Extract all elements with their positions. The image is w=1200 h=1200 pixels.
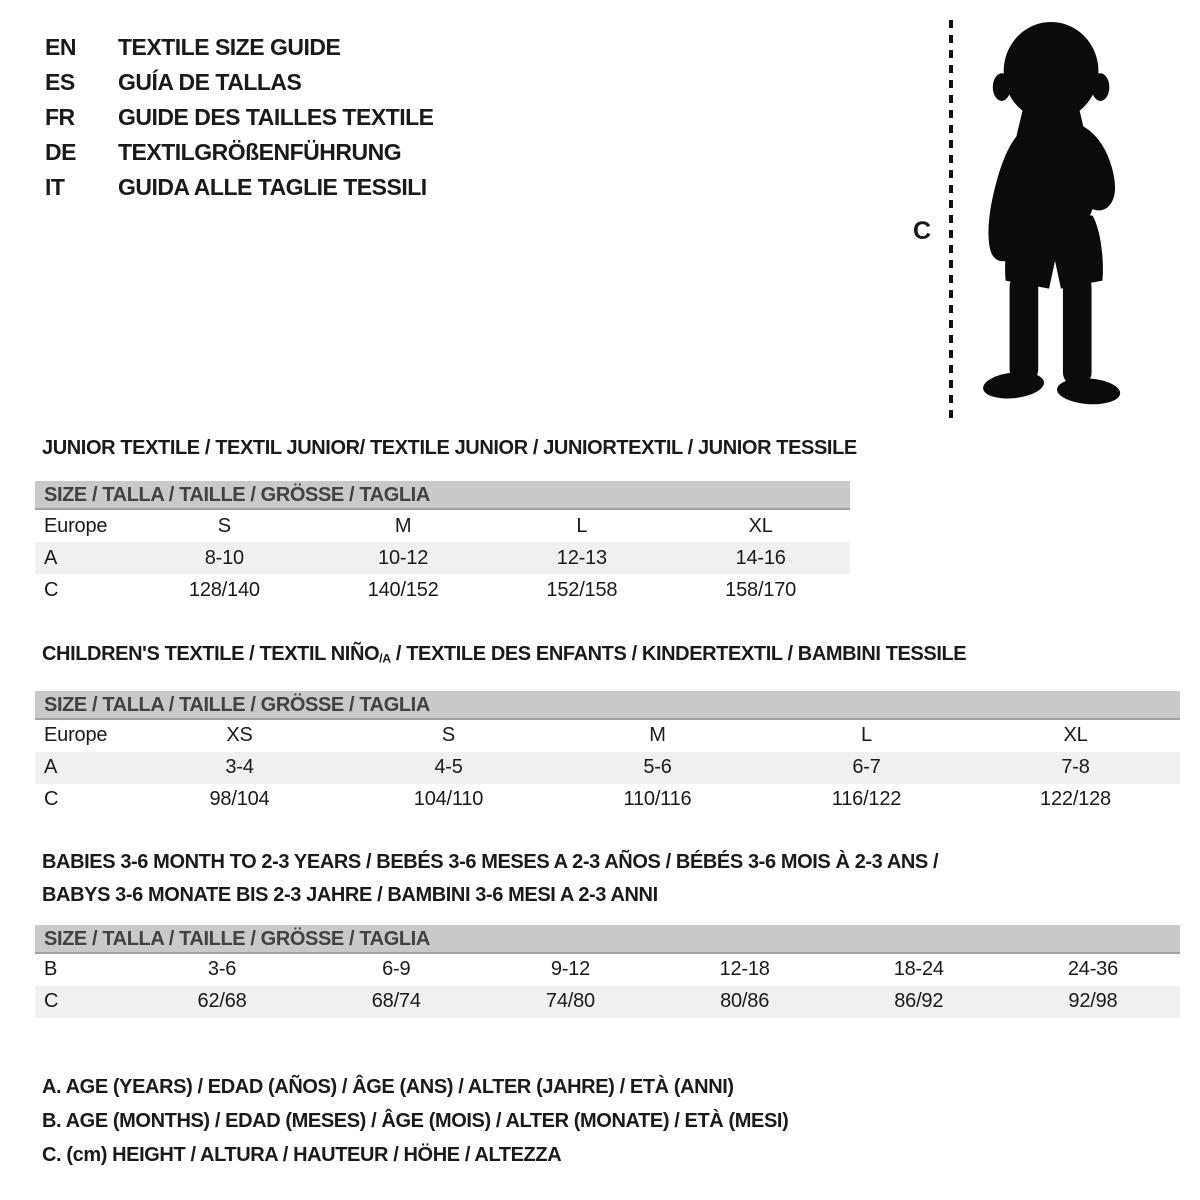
table-cell: 110/116	[623, 788, 692, 811]
table-row-c	[35, 986, 1180, 1018]
title-line: BABYS 3-6 MONATE BIS 2-3 JAHRE / BAMBINI 3-6 MESI A 2-3 ANNI	[42, 883, 658, 906]
row-label: Europe	[44, 724, 108, 747]
table-cell: 128/140	[188, 578, 260, 601]
lang-code: FR	[45, 104, 75, 130]
dashed-height-line	[949, 20, 953, 418]
table-cell: 140/152	[367, 578, 439, 601]
language-title-list	[45, 30, 434, 205]
size-bar-header: SIZE / TALLA / TAILLE / GRÖSSE / TAGLIA	[35, 925, 1180, 954]
table-cell: 92/98	[1068, 990, 1118, 1013]
junior-size-table	[35, 481, 850, 606]
lang-code: IT	[45, 174, 65, 200]
section-title-children	[42, 642, 1200, 671]
lang-row-es	[45, 65, 434, 100]
lang-title: GUÍA DE TALLAS	[118, 69, 302, 95]
column-header: M	[394, 514, 412, 537]
legend-line-a: A. AGE (YEARS) / EDAD (AÑOS) / ÂGE (ANS) / ALTER (JAHRE) / ETÀ (ANNI)	[42, 1075, 734, 1098]
lang-code: ES	[45, 69, 75, 95]
table-cell: 7-8	[1061, 756, 1090, 779]
table-cell: 122/128	[1040, 788, 1111, 811]
table-cell: 8-10	[204, 546, 244, 569]
table-cell: 116/122	[831, 788, 902, 811]
row-label: C	[44, 578, 59, 601]
table-cell: 6-7	[852, 756, 881, 779]
column-header: XL	[748, 514, 773, 537]
table-cell: 3-6	[207, 958, 237, 981]
table-cell: 74/80	[545, 990, 595, 1013]
table-row-a	[35, 542, 850, 574]
column-header: M	[649, 724, 666, 747]
table-cell: 12-13	[556, 546, 607, 569]
title-text: / TEXTILE DES ENFANTS / KINDERTEXTIL / BAMBINI TESSILE	[390, 643, 967, 665]
section-junior	[0, 436, 1200, 606]
table-cell: 14-16	[735, 546, 786, 569]
table-cell: 152/158	[546, 578, 618, 601]
lang-row-fr	[45, 100, 434, 135]
table-cell: 80/86	[720, 990, 770, 1013]
title-line: BABIES 3-6 MONTH TO 2-3 YEARS / BEBÉS 3-6 MESES A 2-3 AÑOS / BÉBÉS 3-6 MOIS À 2-3 ANS /	[42, 850, 939, 873]
table-row-a	[35, 752, 1180, 784]
table-cell: 104/110	[413, 788, 484, 811]
table-row-c	[35, 784, 1180, 816]
section-title-junior: JUNIOR TEXTILE / TEXTIL JUNIOR/ TEXTILE JUNIOR / JUNIORTEXTIL / JUNIOR TESSILE	[42, 437, 857, 459]
row-label: C	[44, 990, 59, 1013]
legend-line-b: B. AGE (MONTHS) / EDAD (MESES) / ÂGE (MOIS) / ALTER (MONATE) / ETÀ (MESI)	[42, 1109, 789, 1132]
section-babies	[0, 846, 1200, 1018]
table-cell: 98/104	[209, 788, 270, 811]
lang-title: GUIDA ALLE TAGLIE TESSILI	[118, 174, 427, 200]
table-cell: 10-12	[378, 546, 429, 569]
table-cell: 5-6	[643, 756, 672, 779]
legend-line-c: C. (cm) HEIGHT / ALTURA / HAUTEUR / HÖHE / ALTEZZA	[42, 1143, 562, 1166]
title-subscript: /A	[379, 651, 391, 666]
toddler-silhouette	[963, 18, 1149, 413]
lang-row-it	[45, 170, 434, 205]
row-label: Europe	[44, 514, 108, 537]
height-measure-figure	[905, 15, 1175, 425]
size-bar-header: SIZE / TALLA / TAILLE / GRÖSSE / TAGLIA	[35, 481, 850, 510]
column-header: S	[441, 724, 456, 747]
table-cell: 158/170	[725, 578, 797, 601]
section-children	[0, 642, 1200, 816]
size-guide-content	[0, 430, 1200, 1172]
table-cell: 18-24	[893, 958, 944, 981]
babies-size-table	[35, 925, 1180, 1018]
height-measure-label: C	[913, 217, 932, 245]
title-text: CHILDREN'S TEXTILE / TEXTIL NIÑO	[42, 643, 380, 665]
table-cell: 3-4	[225, 756, 254, 779]
size-bar-header: SIZE / TALLA / TAILLE / GRÖSSE / TAGLIA	[35, 691, 1180, 720]
table-cell: 24-36	[1067, 958, 1119, 981]
table-cell: 4-5	[434, 756, 463, 779]
lang-row-de	[45, 135, 434, 170]
table-cell: 6-9	[382, 958, 411, 981]
table-row-c	[35, 574, 850, 606]
table-cell: 86/92	[894, 990, 944, 1013]
column-header: XS	[226, 724, 253, 747]
row-label: C	[44, 788, 59, 811]
section-title-babies	[42, 846, 1200, 912]
table-cell: 62/68	[197, 990, 247, 1013]
measurement-legend	[42, 1070, 1200, 1172]
lang-title: TEXTILGRÖßENFÜHRUNG	[118, 139, 402, 165]
lang-code: DE	[45, 139, 76, 165]
column-header: S	[217, 514, 231, 537]
table-cell: 12-18	[719, 958, 770, 981]
table-row-b	[35, 954, 1180, 986]
table-row-europe	[35, 510, 850, 542]
table-cell: 9-12	[550, 958, 591, 981]
row-label: A	[44, 546, 58, 569]
lang-title: TEXTILE SIZE GUIDE	[118, 34, 341, 60]
column-header: L	[861, 724, 872, 747]
table-row-europe	[35, 720, 1180, 752]
lang-row-en	[45, 30, 434, 65]
row-label: B	[44, 958, 58, 981]
column-header: L	[576, 514, 588, 537]
lang-code: EN	[45, 34, 76, 60]
children-size-table	[35, 691, 1180, 816]
table-cell: 68/74	[371, 990, 421, 1013]
column-header: XL	[1063, 724, 1088, 747]
lang-title: GUIDE DES TAILLES TEXTILE	[118, 104, 434, 130]
row-label: A	[44, 756, 58, 779]
